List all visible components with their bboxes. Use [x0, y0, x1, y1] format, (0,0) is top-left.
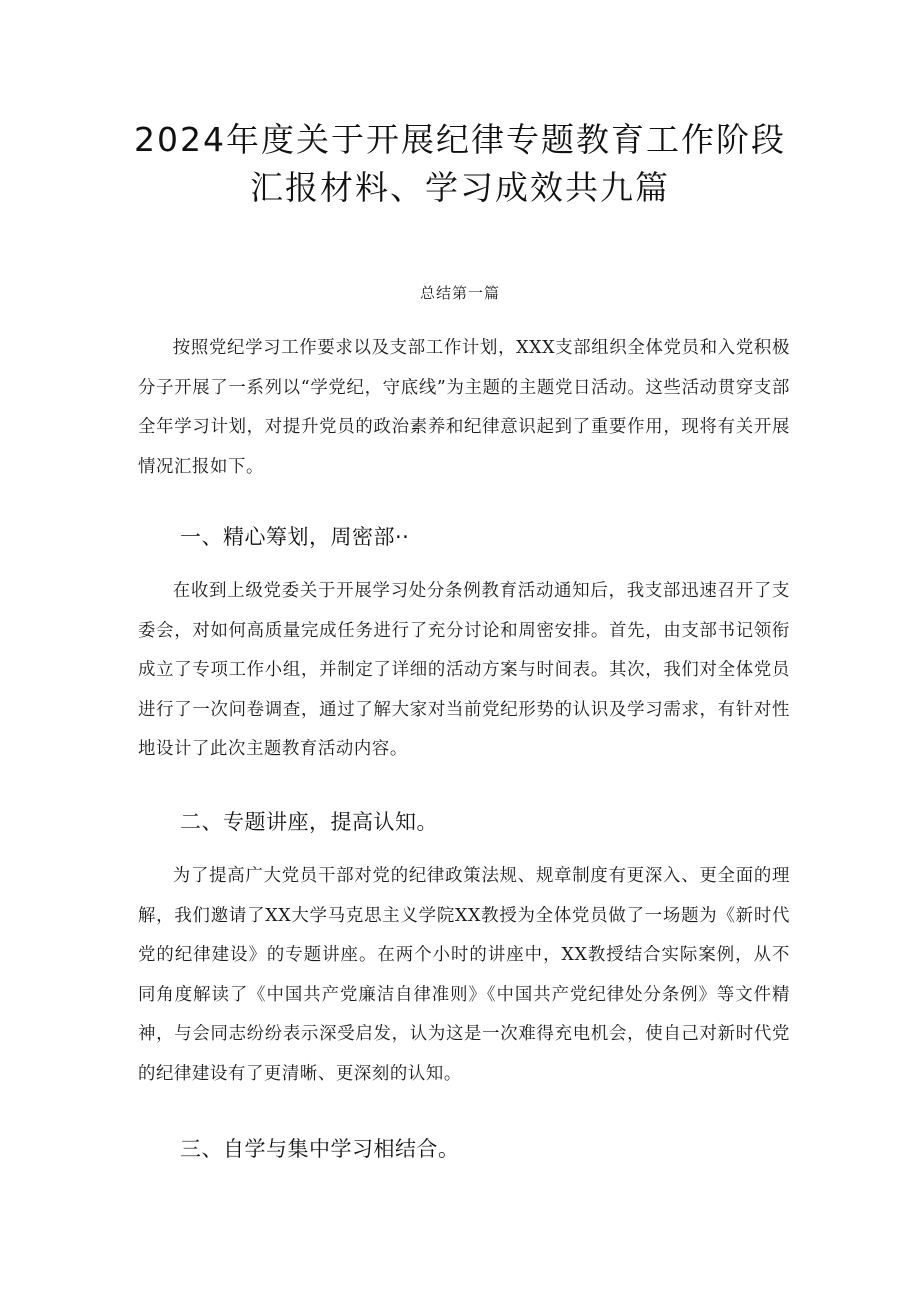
section-heading-3: 三、自学与集中学习相结合。	[180, 1137, 460, 1161]
paragraph-lecture: 为了提高广大党员干部对党的纪律政策法规、规章制度有更深入、更全面的理解，我们邀请了XX大学马克思主义学院XX教授为全体党员做了一场题为《新时代党的纪律建设》的专题讲座。在两个小时的讲座中，XX教授结合实际案例，从不同角度解读了《中国共产党廉洁自律准则》《中国共产党纪律处分条例》等文件精神，与会同志纷纷表示深受启发，认为这是一次难得充电机会，使自己对新时代党的纪律建设有了更清晰、更深刻的认知。	[138, 866, 790, 1084]
section-heading-2: 二、专题讲座，提高认知。	[180, 810, 438, 834]
document-title-line-2: 汇报材料、学习成效共九篇	[250, 168, 670, 207]
section-label: 总结第一篇	[419, 284, 500, 302]
paragraph-intro: 按照党纪学习工作要求以及支部工作计划，XXX支部组织全体党员和入党积极分子开展了一系列以“学党纪，守底线”为主题的主题党日活动。这些活动贯穿支部全年学习计划，对提升党员的政治素养和纪律意识起到了重要作用，现将有关开展情况汇报如下。	[138, 338, 790, 477]
document-title-line-1: 2024年度关于开展纪律专题教育工作阶段	[134, 120, 786, 159]
section-heading-1: 一、精心筹划，周密部··	[180, 525, 410, 549]
paragraph-planning: 在收到上级党委关于开展学习处分条例教育活动通知后，我支部迅速召开了支委会，对如何高质量完成任务进行了充分讨论和周密安排。首先，由支部书记领衔成立了专项工作小组，并制定了详细的活动方案与时间表。其次，我们对全体党员进行了一次问卷调查，通过了解大家对当前党纪形势的认识及学习需求，有针对性地设计了此次主题教育活动内容。	[138, 581, 790, 759]
